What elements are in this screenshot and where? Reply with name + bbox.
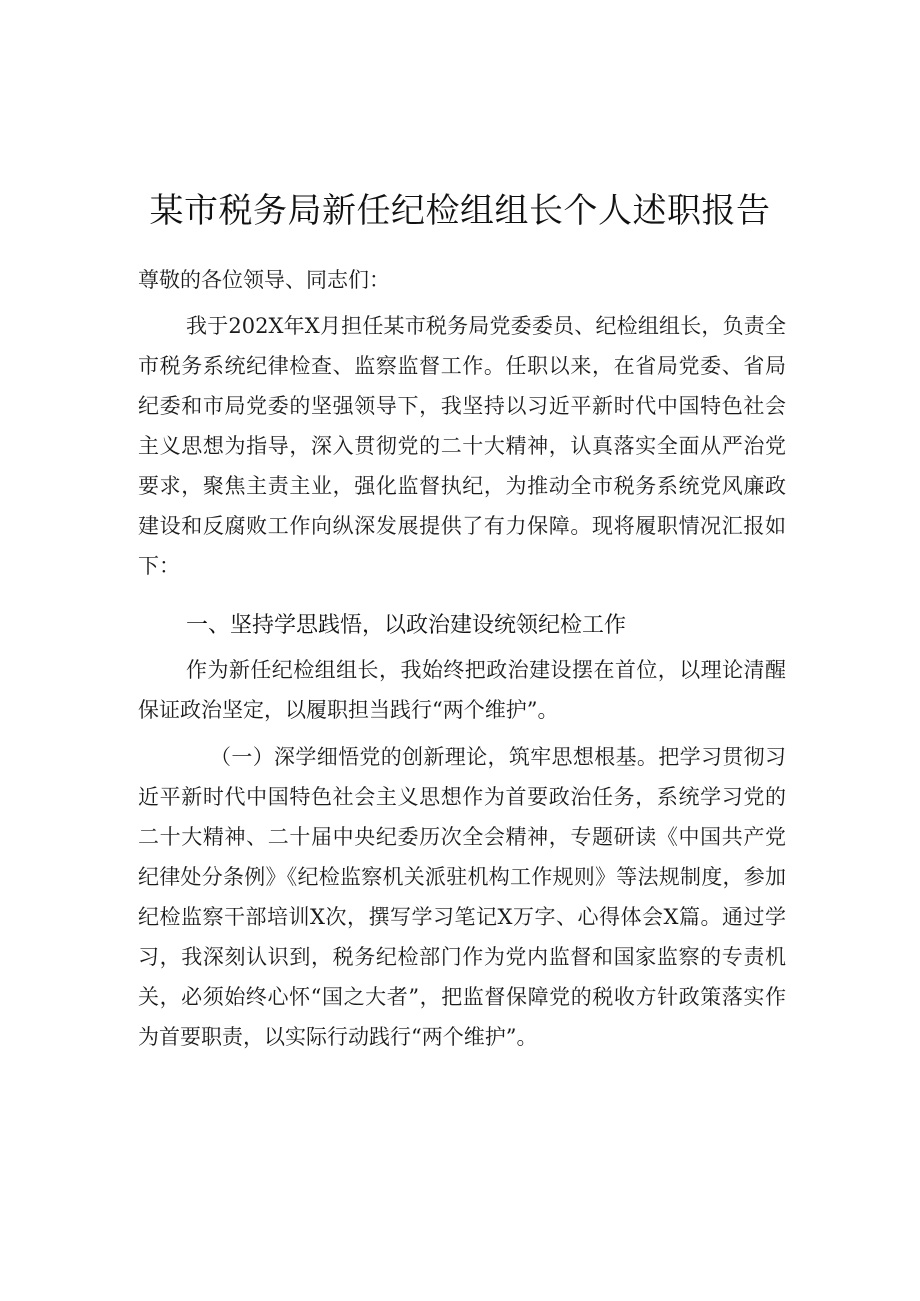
subsection-1-paragraph: （一）深学细悟党的创新理论，筑牢思想根基。把学习贯彻习近平新时代中国特色社会主义思想作为首要政治任务，系统学习党的二十大精神、二十届中央纪委历次全会精神，专题研读《中国共产党纪律处分条例》《纪检监察机关派驻机构工作规则》等法规制度，参加纪检监察干部培训X次，撰写学习笔记X万字、心得体会X篇。通过学习，我深刻认识到，税务纪检部门作为党内监督和国家监察的专责机关，必须始终心怀“国之大者”，把监督保障党的税收方针政策落实作为首要职责，以实际行动践行“两个维护”。 [138, 745, 786, 1049]
salutation: 尊敬的各位领导、同志们： [138, 268, 390, 292]
document-title: 某市税务局新任纪检组组长个人述职报告 [149, 190, 771, 231]
opening-paragraph: 我于202X年X月担任某市税务局党委委员、纪检组组长，负责全市税务系统纪律检查、监察监督工作。任职以来，在省局党委、省局纪委和市局党委的坚强领导下，我坚持以习近平新时代中国特色社会主义思想为指导，深入贯彻党的二十大精神，认真落实全面从严治党要求，聚焦主责主业，强化监督执纪，为推动全市税务系统党风廉政建设和反腐败工作向纵深发展提供了有力保障。现将履职情况汇报如下： [138, 314, 786, 578]
section-1-heading: 一、坚持学思践悟，以政治建设统领纪检工作 [186, 613, 627, 638]
section-1-intro-paragraph: 作为新任纪检组组长，我始终把政治建设摆在首位，以理论清醒保证政治坚定，以履职担当践行“两个维护”。 [138, 658, 786, 722]
